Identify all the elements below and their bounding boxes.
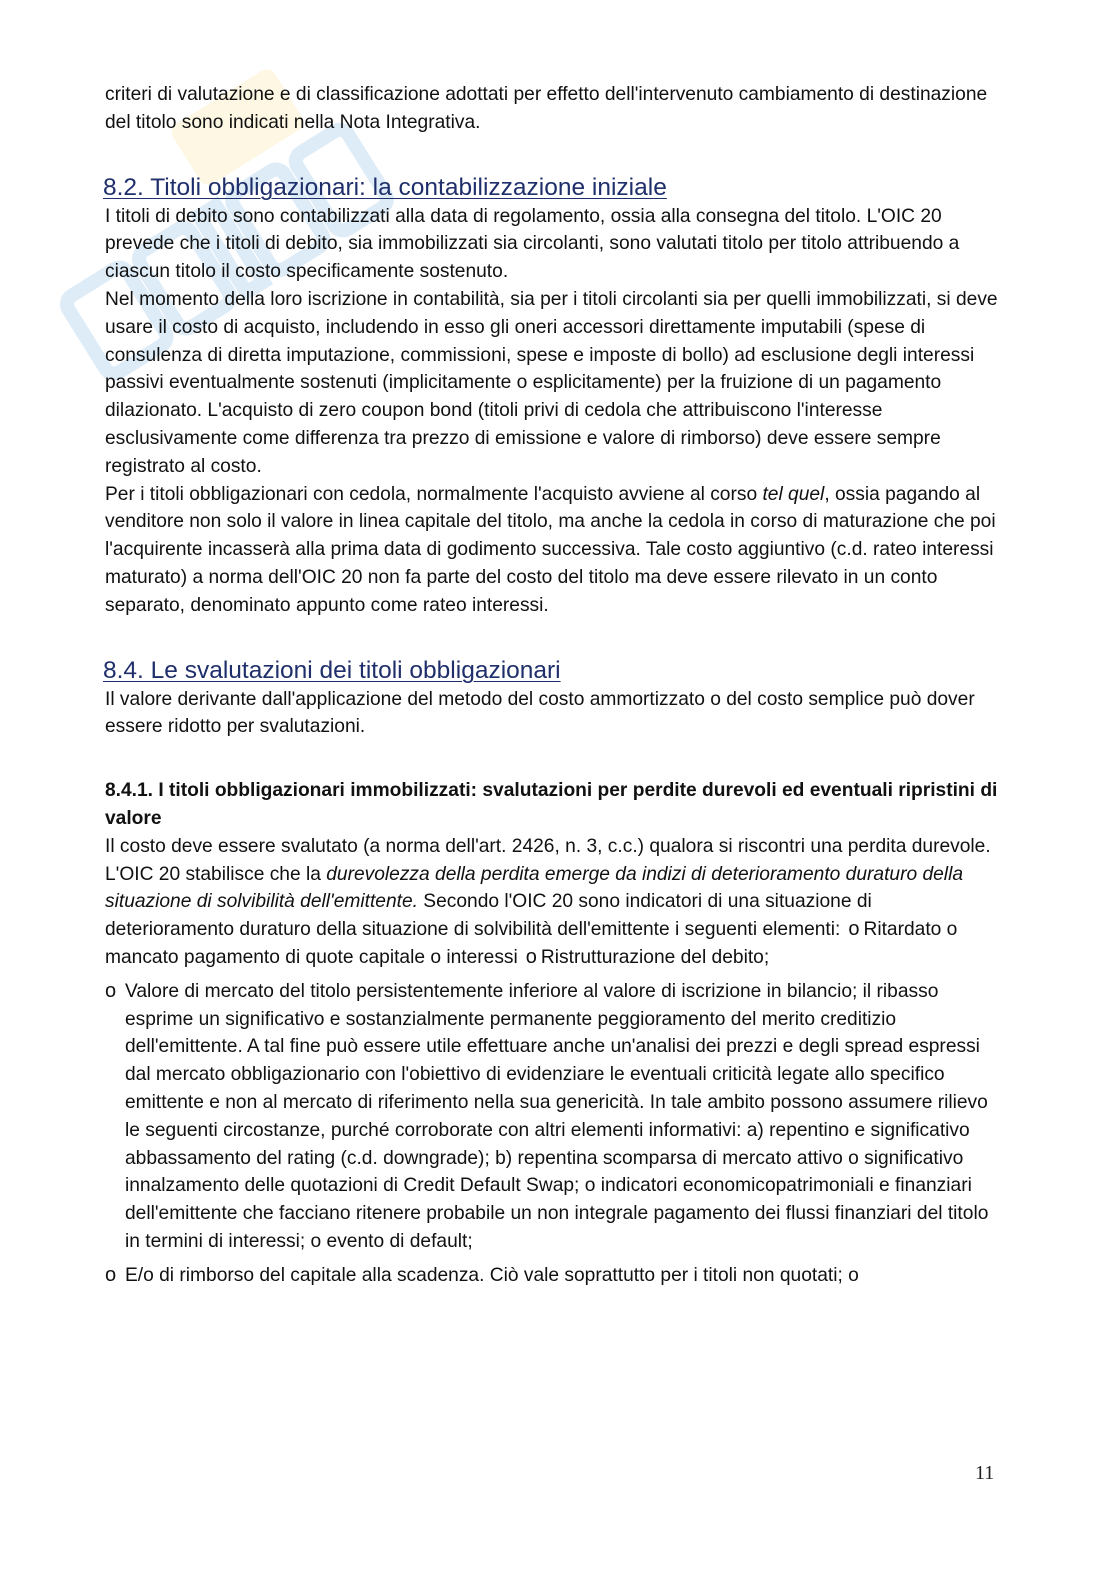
section-8-2-paragraph-3 <box>105 481 1005 620</box>
subsection-heading-8-4-1: 8.4.1. I titoli obbligazionari immobilizzati: svalutazioni per perdite durevoli ed eventuali ripristini di valore <box>105 780 998 829</box>
italic-quote: durevolezza della perdita emerge da indizi di deterioramento duraturo della situazione di solvibilità dell'emittente. <box>105 863 964 913</box>
text-run: Per i titoli obbligazionari con cedola, normalmente l'acquisto avviene al corso <box>105 483 763 505</box>
bullet-marker: o <box>525 945 537 968</box>
text-run: Secondo l'OIC 20 sono indicatori di una situazione di deterioramento duraturo della situazione di solvibilità dell'emittente i seguenti elementi: <box>105 891 872 941</box>
section-8-4-paragraph-1: Il valore derivante dall'applicazione del metodo del costo ammortizzato o del costo semplice può dover essere ridotto per svalutazioni. <box>105 688 975 738</box>
subsection-paragraph-1 <box>105 833 1005 972</box>
bullet-marker: o <box>105 979 117 1002</box>
inline-item-2: Ristrutturazione del debito; <box>540 946 770 968</box>
section-heading-8-2: 8.2. Titoli obbligazionari: la contabilizzazione iniziale <box>103 173 667 201</box>
intro-paragraph: criteri di valutazione e di classificazione adottati per effetto dell'intervenuto cambiamento di destinazione del titolo sono indicati nella Nota Integrativa. <box>105 84 988 133</box>
italic-term: tel quel <box>762 483 825 505</box>
section-8-2-paragraph-1: I titoli di debito sono contabilizzati alla data di regolamento, ossia alla consegna del titolo. L'OIC 20 prevede che i titoli di debito, sia immobilizzati sia circolanti, sono valutati titolo per titolo attribuendo a ciascun titolo il costo specificamente sostenuto. <box>105 205 960 283</box>
page-content <box>105 81 1005 1289</box>
inline-item-1: Ritardato o mancato pagamento di quote capitale o interessi <box>105 919 958 968</box>
list-item <box>105 1262 1005 1290</box>
list-item-text: Valore di mercato del titolo persistentemente inferiore al valore di iscrizione in bilancio; il ribasso esprime un significativo e sostanzialmente permanente peggioramento del merito creditizio dell'emittente. A tal fine può essere utile effettuare anche un'analisi dei prezzi e degli spread espressi dal mercato obbligazionario con l'obiettivo di evidenziare le eventuali criticità legate allo specifico emittente e non al mercato di riferimento nella sua genericità. In tale ambito possono assumere rilievo le seguenti circostanze, purché corroborate con altri elementi informativi: a) repentino e significativo abbassamento del rating (c.d. downgrade); b) repentina scomparsa di mercato attivo o significativo innalzamento delle quotazioni di Credit Default Swap; o indicatori economicopatrimoniali e finanziari dell'emittente che facciano ritenere probabile un non integrale pagamento dei flussi finanziari del titolo in termini di interessi; o evento di default; <box>125 980 989 1252</box>
list-item <box>105 978 1005 1256</box>
bullet-marker: o <box>848 918 860 941</box>
list-item-text: E/o di rimborso del capitale alla scadenza. Ciò vale soprattutto per i titoli non quotati; o <box>125 1264 859 1286</box>
section-8-2-paragraph-2: Nel momento della loro iscrizione in contabilità, sia per i titoli circolanti sia per quelli immobilizzati, si deve usare il costo di acquisto, includendo in esso gli oneri accessori direttamente imputabili (spese di consulenza di diretta imputazione, commissioni, spese e imposte di bollo) ad esclusione degli interessi passivi eventualmente sostenuti (implicitamente o esplicitamente) per la fruizione di un pagamento dilazionato. L'acquisto di zero coupon bond (titoli privi di cedola che attribuiscono l'interesse esclusivamente come differenza tra prezzo di emissione e valore di rimborso) deve essere sempre registrato al costo. <box>105 288 998 477</box>
page-number: 11 <box>975 1462 995 1484</box>
bullet-marker: o <box>105 1263 117 1286</box>
text-run: , ossia pagando al venditore non solo il valore in linea capitale del titolo, ma anche la cedola in corso di maturazione che poi l'acquirente incasserà alla prima data di godimento successiva. Tale costo aggiuntivo (c.d. rateo interessi maturato) a norma dell'OIC 20 non fa parte del costo del titolo ma deve essere rilevato in un conto separato, denominato appunto come rateo interessi. <box>105 483 996 616</box>
text-run: Il costo deve essere svalutato (a norma dell'art. 2426, n. 3, c.c.) qualora si riscontri una perdita durevole. L'OIC 20 stabilisce che la <box>105 835 991 885</box>
section-heading-8-4: 8.4. Le svalutazioni dei titoli obbligazionari <box>103 656 561 684</box>
